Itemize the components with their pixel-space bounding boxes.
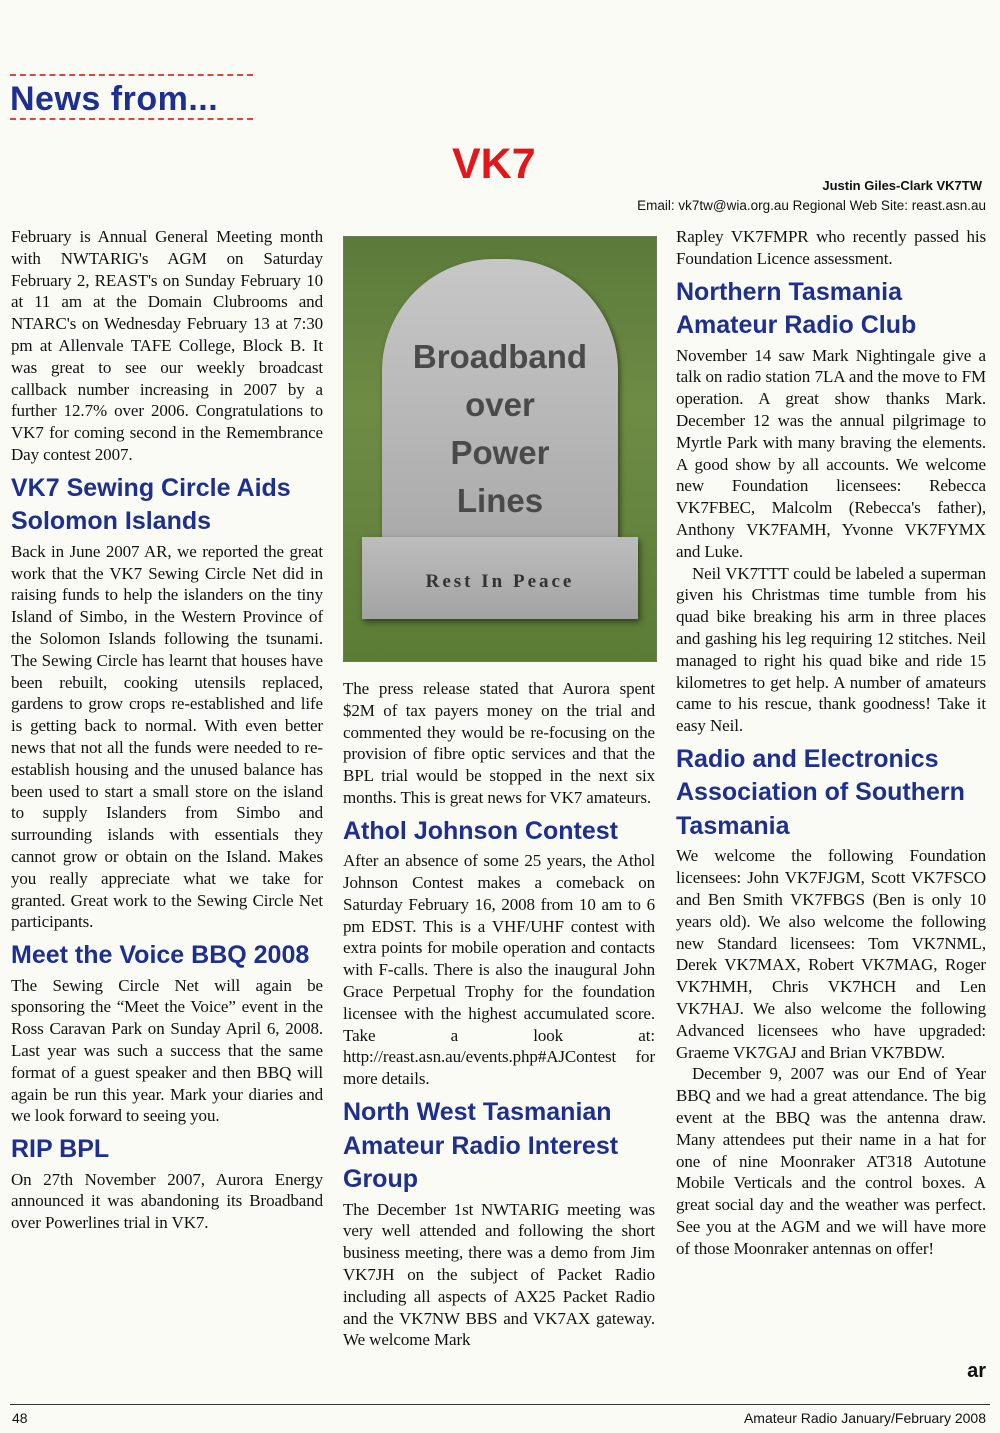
ntarc-paragraph-1: November 14 saw Mark Nightingale give a talk on radio station 7LA and the move to FM operation. A great show thanks Mark. December 12 was the annual pilgrimage to Myrtle Park with many braving the elements. A good show by all accounts. We welcome new Foundation licensees: Rebecca VK7FBEC, Malcolm (Rebecca's father), Anthony VK7FAMH, Yvonne VK7FYMX and Luke. <box>676 345 986 561</box>
header-rule-bottom <box>10 118 253 120</box>
athol-johnson-heading: Athol Johnson Contest <box>343 816 618 845</box>
athol-johnson-paragraph: After an absence of some 25 years, the Athol Johnson Contest makes a comeback on Saturday February 16, 2008 from 10 am to 6 pm EDST. This is a VHF/UHF contest with extra points for mobile operation and contacts with F-calls. There is also the inaugural John Grace Perpetual Trophy for the foundation licensee with the highest accumulated score. Take a look at: http://reast.asn.au/events.php#AJContest for more details. <box>343 851 655 1089</box>
page-number: 48 <box>12 1410 28 1426</box>
ntarc-heading: Northern Tasmania Amateur Radio Club <box>676 277 917 340</box>
sewing-circle-heading: VK7 Sewing Circle Aids Solomon Islands <box>11 473 291 536</box>
author-byline: Justin Giles-Clark VK7TW <box>822 178 982 193</box>
publication-name: Amateur Radio January/February 2008 <box>743 1410 986 1426</box>
rip-bpl-heading: RIP BPL <box>11 1135 110 1164</box>
headstone-inscription <box>382 333 618 525</box>
reast-heading: Radio and Electronics Association of Southern Tasmania <box>676 744 965 840</box>
nwtarig-paragraph: The December 1st NWTARIG meeting was very well attended and following the short business meeting, there was a demo from Jim VK7JH on the subject of Packet Radio including all aspects of AX25 Packet Radio and the VK7NW BBS and VK7AX gateway. We welcome Mark <box>343 1199 655 1350</box>
headstone-line: Power <box>450 434 550 471</box>
ntarc-paragraph-2: Neil VK7TTT could be labeled a superman given his Christmas time tumble from his quad bike breaking his arm in three places and gashing his leg requiring 12 stitches. Neil managed to right his quad bike and ride 15 kilometres to get help. A number of amateurs came to his rescue, thank goodness! Take it easy Neil. <box>676 563 986 736</box>
contact-line: Email: vk7tw@wia.org.au Regional Web Site: reast.asn.au <box>637 198 986 213</box>
nwtarig-continued-paragraph: Rapley VK7FMPR who recently passed his Foundation Licence assessment. <box>676 227 986 268</box>
region-title: VK7 <box>452 140 536 188</box>
nwtarig-heading: North West Tasmanian Amateur Radio Interest Group <box>343 1098 619 1194</box>
column-3 <box>676 226 986 1260</box>
intro-paragraph: February is Annual General Meeting month with NWTARIG's AGM on Saturday February 2, REAST's on Sunday February 10 at 11 am at the Domain Clubrooms and NTARC's on Wednesday February 13 at 7:30 pm at Allenvale TAFE College, Block B. It was great to see our weekly broadcast callback number increasing in 2007 by a further 12.7% over 2006. Congratulations to VK7 for coming second in the Remembrance Day contest 2007. <box>11 227 323 464</box>
rest-in-peace-text: Rest In Peace <box>425 571 575 592</box>
sewing-circle-paragraph: Back in June 2007 AR, we reported the great work that the VK7 Sewing Circle Net did in raising funds to help the islanders on the tiny Island of Simbo, in the Western Province of the Solomon Islands following the tsunami. The Sewing Circle has learnt that houses have been rebuilt, cooking utensils replaced, gardens to grow crops re-established and life is getting back to normal. With even better news that not all the funds were needed to re-establish housing and the unused balance has been used to start a small store on the island to supply Islanders from Simbo and surrounding islands with essentials they cannot grow or obtain on the Island. Makes you really appreciate what we take for granted. Great work to the Sewing Circle Net participants. <box>11 541 323 932</box>
column-1 <box>11 226 323 1234</box>
headstone-base <box>362 537 638 619</box>
headstone <box>382 259 618 559</box>
reast-paragraph-2: December 9, 2007 was our End of Year BBQ and we had a great attendance. The big event at the BBQ was the antenna draw. Many attendees put their name in a hat for one of nine Moonraker AT318 Autotune Mobile Verticals and the control boxes. A great social day and the weather was perfect. See you at the AGM and we will have more of those Moonraker antennas on offer! <box>676 1064 986 1258</box>
meet-voice-paragraph: The Sewing Circle Net will again be sponsoring the “Meet the Voice” event in the Ross Caravan Park on Sunday April 6, 2008. Last year was such a success that the same format of a guest speaker and then BBQ will again be run this year. Mark your diaries and we look forward to seeing you. <box>11 975 323 1126</box>
meet-voice-heading: Meet the Voice BBQ 2008 <box>11 941 310 970</box>
reast-paragraph-1: We welcome the following Foundation licensees: John VK7FJGM, Scott VK7FSCO and Ben Smith VK7FBGS (Ben is only 10 years old). We also welcome the following new Standard licensees: Tom VK7NML, Derek VK7MAX, Robert VK7MAG, Roger VK7HMH, Chris VK7HCH and Len VK7HAJ. We also welcome the following Advanced licensees who have upgraded: Graeme VK7GAJ and Brian VK7BDW. <box>676 846 986 1062</box>
rip-bpl-paragraph: On 27th November 2007, Aurora Energy announced it was abandoning its Broadband over Powerlines trial in VK7. <box>11 1169 323 1233</box>
headstone-line: Broadband <box>412 338 588 375</box>
footer-rule <box>10 1404 990 1405</box>
section-title: News from... <box>10 80 219 118</box>
column-2 <box>343 226 655 1351</box>
header-rule-top <box>10 74 253 76</box>
press-release-paragraph: The press release stated that Aurora spent $2M of tax payers money on the trial and commented they would be re-focusing on the provision of fibre optic services and that the BPL trial would be stopped in the next six months. This is great news for VK7 amateurs. <box>343 679 655 807</box>
headstone-line: Lines <box>456 482 544 519</box>
headstone-line: over <box>465 386 535 423</box>
end-mark: ar <box>967 1360 986 1382</box>
headstone-photo <box>343 236 657 662</box>
